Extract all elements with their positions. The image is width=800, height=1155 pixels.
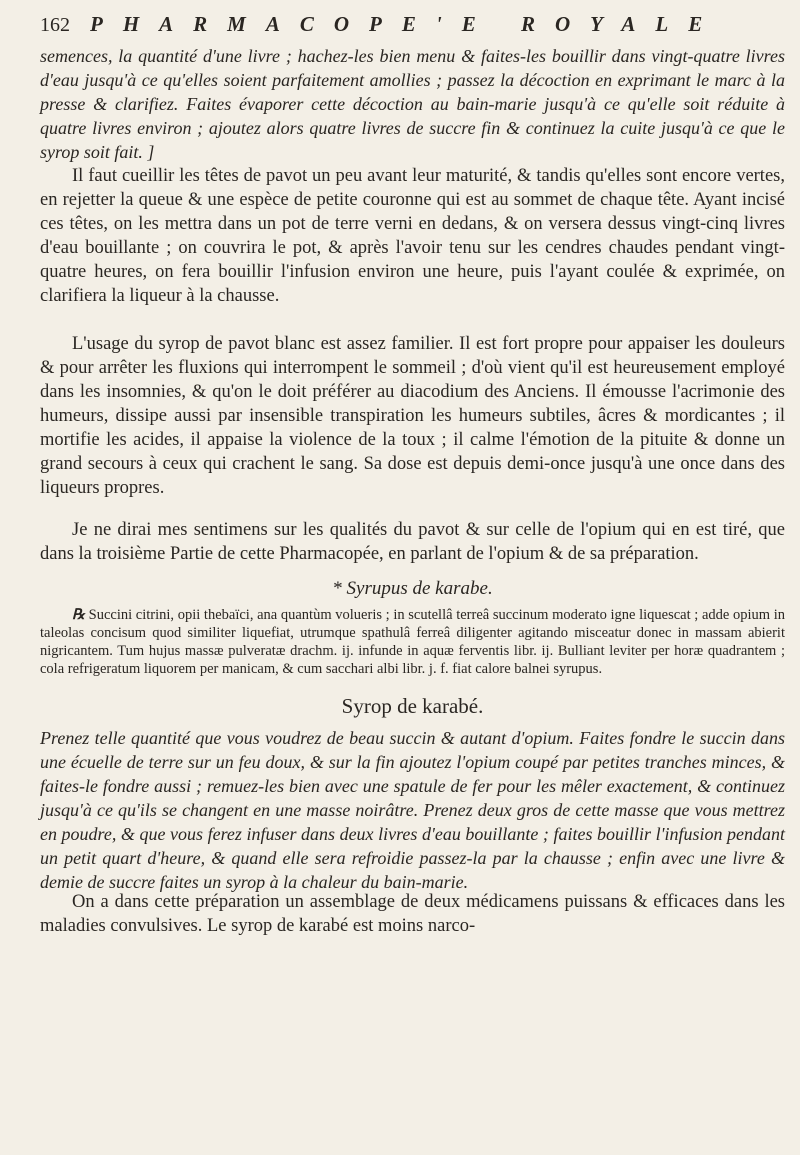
rx-symbol: ℞ [72,607,85,623]
continuation-text: semences, la quantité d'une livre ; hachez-les bien menu & faites-les bouillir dans vingt-quatre livres d'eau jusqu'à ce qu'elles soient parfaitement amollies ; passez la décoction en exprimant le marc à la presse & clarifiez. Faites évaporer cette décoction au bain-marie jusqu'à ce qu'elle soit réduite à quatre livres environ ; ajoutez alors quatre livres de succre fin & continuez la cuite jusqu'à ce que le syrop soit fait. ] [40,46,785,162]
latin-recipe-text: Succini citrini, opii thebaïci, ana quantùm volueris ; in scutellâ terreâ succinum moderato igne liquescat ; adde opium in taleolas concisum quod similiter liquefiat, utrumque spathulâ ferreâ diligenter agitando misceatur donec in massam abierit nigricantem. Tum hujus massæ pulveratæ drachm. ij. infunde in aquæ ferventis libr. ij. Bulliant leviter per horæ quadrantem ; cola refrigeratum liquorem per manicam, & cum sacchari albi libr. j. f. fiat calore balnei syrupus. [40,607,785,677]
closing-paragraph: On a dans cette préparation un assemblage de deux médicamens puissans & efficaces dans les maladies convulsives. Le syrop de karabé est moins narco- [40,892,785,936]
page-number: 162 [40,14,70,36]
paragraph-harvest: Il faut cueillir les têtes de pavot un peu avant leur maturité, & tandis qu'elles sont encore vertes, en rejetter la queue & une espèce de petite couronne qui est au sommet de chaque tête. Ayant incisé ces têtes, on les mettra dans un pot de terre verni en dedans, & on versera dessus vingt-cinq livres d'eau bouillante ; on couvrira le pot, & après l'avoir tenu sur les cendres chaudes pendant vingt-quatre heures, on fera bouillir l'infusion environ une heure, puis l'ayant coulée & exprimée, on clarifiera la liqueur à la chausse. [40,166,785,306]
paragraph-opinion: Je ne dirai mes sentimens sur les qualités du pavot & sur celle de l'opium qui en est tiré, que dans la troisième Partie de cette Pharmacopée, en parlant de l'opium & de sa préparation. [40,520,785,564]
running-title: PHARMACOPE'E ROYALE [90,12,723,36]
french-heading: Syrop de karabé. [341,694,484,718]
latin-heading: * Syrupus de karabe. [332,578,493,599]
paragraph-usage: L'usage du syrop de pavot blanc est assez familier. Il est fort propre pour appaiser les douleurs & pour arrêter les fluxions qui interrompent le sommeil ; d'où vient qu'il est heureusement employé dans les insomnies, & qu'on le doit préférer au diacodium des Anciens. Il émousse l'acrimonie des humeurs, dissipe aussi par insensible transpiration les humeurs subtiles, âcres & mordicantes ; il mortifie les acides, il appaise la violence de la toux ; il calme l'émotion de la pituite & donne un grand secours à ceux qui crachent le sang. Sa dose est depuis demi-once jusqu'à une once dans des liqueurs propres. [40,334,785,498]
french-recipe: Prenez telle quantité que vous voudrez de beau succin & autant d'opium. Faites fondre le succin dans une écuelle de terre sur un feu doux, & sur la fin ajoutez l'opium coupé par petites tranches minces, & faites-le fondre aussi ; remuez-les bien avec une spatule de fer pour les mêler exactement, & continuez jusqu'à ce qu'ils se changent en une masse noirâtre. Prenez deux gros de cette masse que vous mettrez en poudre, & que vous ferez infuser dans deux livres d'eau bouillante ; faites bouillir l'infusion pendant un petit quart d'heure, & quand elle sera refroidie passez-la par la chausse ; enfin avec une livre & demie de succre faites un syrop à la chaleur du bain-marie. [40,728,785,892]
page-header [40,12,785,37]
latin-recipe [40,606,785,678]
